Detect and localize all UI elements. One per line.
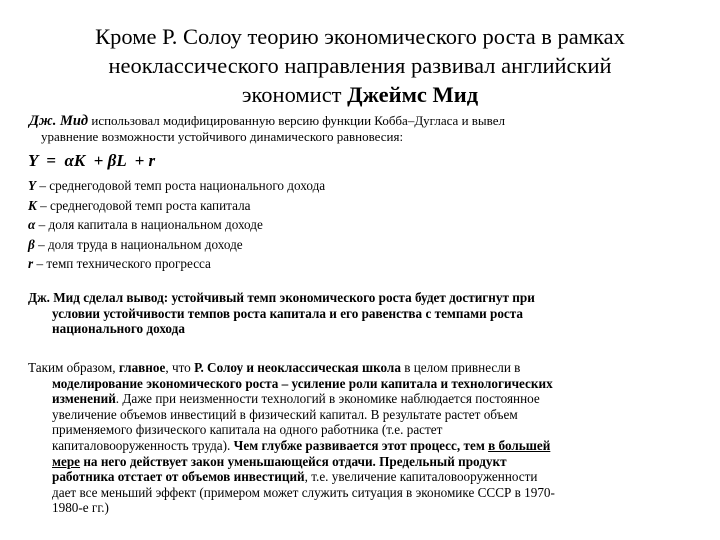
summary-emphasis: главное xyxy=(118,360,166,375)
conclusion-line-2: условии устойчивости темпов роста капитала и его равенства с темпами роста xyxy=(52,305,523,321)
summary-text: Таким образом, xyxy=(28,360,119,375)
summary-text: , т.е. увеличение капиталовооруженности xyxy=(304,469,538,485)
definition-text: – темп технического прогресса xyxy=(33,256,211,272)
intro-lead-name: Дж. Мид xyxy=(29,113,89,129)
definition-symbol: Y xyxy=(28,178,37,193)
title-economist-name: Джеймс Мид xyxy=(347,82,479,107)
summary-emphasis: работника отстает от объемов инвестиций xyxy=(52,469,305,485)
summary-line-7 xyxy=(28,454,698,470)
intro-line-2: уравнение возможности устойчивого динамического равновесия: xyxy=(41,129,404,144)
definition-item xyxy=(28,235,678,255)
intro-paragraph xyxy=(29,113,699,144)
definition-text: – доля капитала в национальном доходе xyxy=(35,217,263,233)
title-line-3 xyxy=(40,80,680,109)
summary-line-8 xyxy=(28,469,698,485)
intro-line-1 xyxy=(29,113,699,129)
definition-item xyxy=(28,196,678,216)
summary-text: . Даже при неизменности технологий в экономике наблюдается постоянное xyxy=(115,391,540,407)
title-line-2: неоклассического направления развивал английский xyxy=(108,53,612,78)
definition-symbol: r xyxy=(28,256,34,272)
summary-emphasis: на него действует закон уменьшающейся отдачи. Предельный продукт xyxy=(80,453,507,469)
definition-symbol: K xyxy=(28,197,37,213)
summary-line-2: моделирование экономического роста – усиление роли капитала и технологических xyxy=(52,375,553,391)
summary-line-6 xyxy=(28,438,698,454)
definition-text: – среднегодовой темп роста национального дохода xyxy=(36,178,326,193)
definition-item xyxy=(28,254,678,274)
summary-emphasis: изменений xyxy=(52,391,116,407)
summary-line-4: увеличение объемов инвестиций в физический капитал. В результате растет объем xyxy=(52,406,518,422)
definition-text: – среднегодовой темп роста капитала xyxy=(36,197,251,213)
summary-emphasis: Р. Солоу и неоклассическая школа xyxy=(194,360,401,375)
definition-text: – доля труда в национальном доходе xyxy=(34,236,243,252)
summary-underlined: в большей xyxy=(488,437,551,453)
definition-symbol: β xyxy=(28,236,35,252)
summary-text: , что xyxy=(165,360,195,375)
summary-text: капиталовооруженность труда). xyxy=(52,437,234,453)
definition-item xyxy=(28,215,678,235)
definitions-list xyxy=(28,176,678,274)
summary-line-9: дает все меньший эффект (примером может служить ситуация в экономике СССР в 1970- xyxy=(52,484,555,500)
title-line-1: Кроме Р. Солоу теорию экономического роста в рамках xyxy=(95,24,625,49)
slide-title xyxy=(40,22,680,109)
definition-symbol: α xyxy=(28,217,36,233)
summary-underlined: мере xyxy=(52,453,81,469)
summary-line-1 xyxy=(28,360,698,376)
intro-line-1-rest: использовал модифицированную версию функции Кобба–Дугласа и вывел xyxy=(88,113,505,128)
conclusion-line-3: национального дохода xyxy=(52,321,185,337)
title-line-3-prefix: экономист xyxy=(241,82,348,107)
summary-line-10: 1980-е гг.) xyxy=(52,500,109,516)
summary-text: в целом привнесли в xyxy=(400,360,521,375)
summary-paragraph xyxy=(28,360,698,516)
conclusion-line-1: Дж. Мид сделал вывод: устойчивый темп экономического роста будет достигнут при xyxy=(28,290,535,305)
summary-line-5: применяемого физического капитала на одного работника (т.е. растет xyxy=(52,422,443,438)
summary-emphasis: Чем глубже развивается этот процесс, тем xyxy=(233,437,489,453)
definition-item xyxy=(28,176,678,196)
conclusion-paragraph xyxy=(28,290,678,337)
summary-line-3 xyxy=(28,391,698,407)
growth-formula: Y = αK + βL + r xyxy=(28,151,156,170)
